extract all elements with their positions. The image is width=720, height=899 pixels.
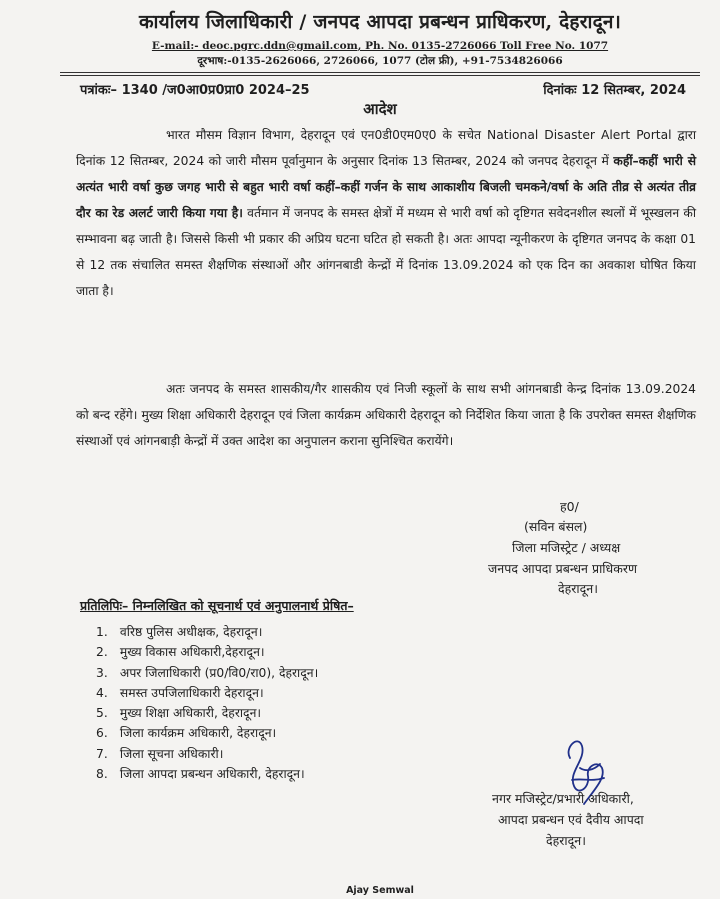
signatory-name: (सविन बंसल) xyxy=(524,519,588,534)
paragraph-1-conclusion: वर्तमान में जनपद के समस्त क्षेत्रों में मध्यम से भारी वर्षा को दृष्टिगत सवेदनशील स्थलों में भूस्खलन की सम्भावना बढ़ जाती है। जिससे किसी भी प्रकार की अप्रिय घटना घटित हो सकती है। अतः आपदा न्यूनीकरण के दृष्टिगत जनपद के कक्षा 01 से 12 तक संचालित समस्त शैक्षणिक संस्थाओं और आंगनबाडी केन्द्रों में दिनांक 13.09.2024 को एक दिन का अवकाश घोषित किया जाता है। xyxy=(76,206,697,298)
signatory-place: देहरादून। xyxy=(558,581,598,596)
copy-to-heading: प्रतिलिपिः– निम्नलिखित को सूचनार्थ एवं अनुपालनार्थ प्रेषित– xyxy=(80,598,354,613)
red-alert-statement: कहीं–कहीं भारी से अत्यंत भारी वर्षा कुछ जगह भारी से बहुत भारी वर्षा कहीं–कहीं गर्जन के साथ आकाशीय बिजली चमकने/वर्षा के अति तीव्र से अत्यंत तीव्र दौर का रेड अलर्ट जारी किया गया है। xyxy=(76,154,697,220)
paragraph-2-text: अतः जनपद के समस्त शासकीय/गैर शासकीय एवं निजी स्कूलों के साथ सभी आंगनबाडी केन्द्र दिनांक 13.09.2024 को बन्द रहेंगे। मुख्य शिक्षा अधिकारी देहरादून एवं जिला कार्यक्रम अधिकारी देहरादून को निर्देशित किया जाता है कि उपरोक्त समस्त शैक्षणिक संस्थाओं एवं आंगनबाड़ी केन्द्रों में उक्त आदेश का अनुपालन कराना सुनिश्चित करायेंगे। xyxy=(76,382,696,448)
list-item: 4. समस्त उपजिलाधिकारी देहरादून। xyxy=(96,685,264,700)
forwarding-line-2: आपदा प्रबन्धन एवं दैवीय आपदा xyxy=(498,812,644,827)
header-divider xyxy=(60,72,700,73)
list-item: 5. मुख्य शिक्षा अधिकारी, देहरादून। xyxy=(96,706,262,721)
forwarding-line-1: नगर मजिस्ट्रेट/प्रभारी अधिकारी, xyxy=(492,791,634,806)
signed-mark: ह0/ xyxy=(560,499,579,514)
list-item: 8. जिला आपदा प्रबन्धन अधिकारी, देहरादून। xyxy=(96,767,305,782)
phone-contact-line: दूरभाष:-0135-2626066, 2726066, 1077 (टोल फ्री), +91-7534826066 xyxy=(197,55,563,67)
office-title: कार्यालय जिलाधिकारी / जनपद आपदा प्रबन्धन प्राधिकरण, देहरादून। xyxy=(138,11,622,33)
paragraph-1-intro: भारत मौसम विज्ञान विभाग, देहरादून एवं एन0डी0एम0ए0 के सचेत National Disaster Alert Portal द्वारा दिनांक 12 सितम्बर, 2024 को जारी मौसम पूर्वानुमान के अनुसार दिनांक 13 सितम्बर, 2024 को जनपद देहरादून में xyxy=(76,128,696,168)
order-paragraph-2 xyxy=(76,376,696,454)
list-item: 7. जिला सूचना अधिकारी। xyxy=(96,746,224,761)
list-item: 2. मुख्य विकास अधिकारी,देहरादून। xyxy=(96,645,265,660)
forwarding-line-3: देहरादून। xyxy=(546,833,586,848)
header-divider-double xyxy=(60,75,700,76)
order-title: आदेश xyxy=(363,100,397,118)
footer-name: Ajay Semwal xyxy=(346,885,414,896)
list-item: 6. जिला कार्यक्रम अधिकारी, देहरादून। xyxy=(96,726,277,741)
reference-number: पत्रांकः– 1340 /ज0आ0प्र0प्रा0 2024–25 xyxy=(80,83,310,98)
signatory-designation: जिला मजिस्ट्रेट / अध्यक्ष xyxy=(512,540,621,555)
list-item: 3. अपर जिलाधिकारी (प्र0/वि0/रा0), देहरादून। xyxy=(96,665,319,680)
order-paragraph-1 xyxy=(76,122,696,304)
email-contact-line: E-mail:- deoc.pgrc.ddn@gmail.com, Ph. No. 0135-2726066 Toll Free No. 1077 xyxy=(151,40,609,52)
signatory-authority: जनपद आपदा प्रबन्धन प्राधिकरण xyxy=(488,561,637,576)
list-item: 1. वरिष्ठ पुलिस अधीक्षक, देहरादून। xyxy=(96,625,263,639)
order-date: दिनांकः 12 सितम्बर, 2024 xyxy=(543,83,686,98)
copy-to-list xyxy=(96,622,318,784)
